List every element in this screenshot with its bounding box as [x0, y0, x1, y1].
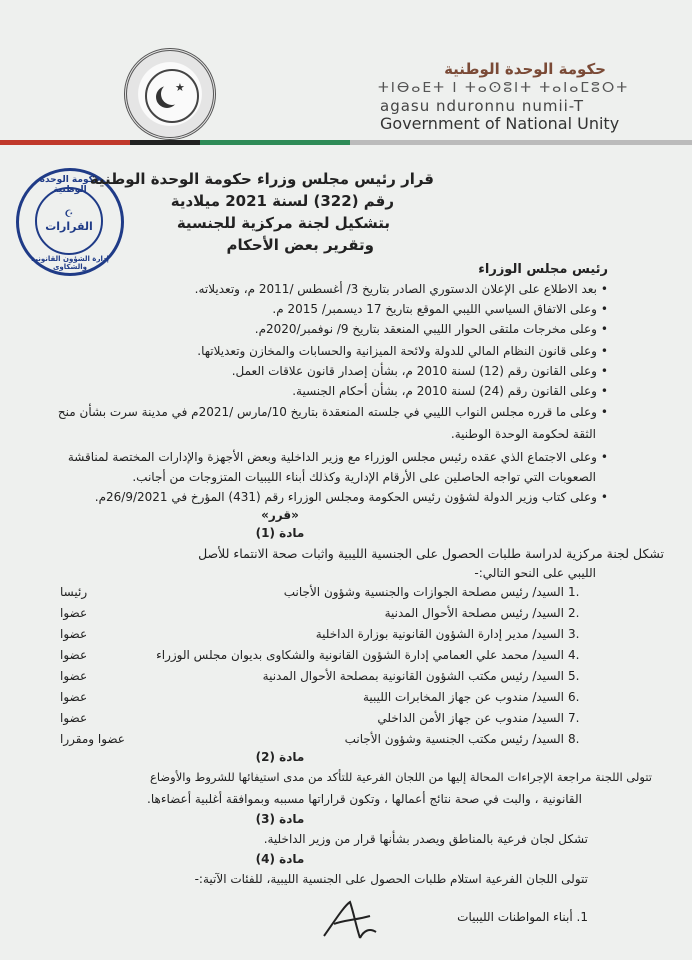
- government-name-tifinagh: ⵜⵏⴱⴰⴹⵜ ⵏ ⵜⴰⵙⵓⵏⵜ ⵜⴰⵏⴰⵎⵓⵔⵜ: [378, 80, 630, 96]
- member-title: السيد/ محمد علي العمامي إدارة الشؤون القانونية والشكاوى بديوان مجلس الوزراء: [156, 648, 564, 662]
- decided-label: «قرر»: [261, 508, 299, 522]
- member-role: عضوا: [60, 606, 88, 620]
- article-2-text-continued: القانونية ، والبت في صحة نتائج أعمالها ، وتكون قراراتها مسببه وبموافقة أغلبية أعضاءها.: [147, 792, 582, 806]
- member-role: عضوا: [60, 669, 88, 683]
- preamble-item: • وعلى مخرجات ملتقى الحوار الليبي المنعقد بتاريخ 9/ نوفمبر/2020م.: [255, 322, 608, 336]
- member-number: 2.: [568, 606, 580, 620]
- committee-member-row: [60, 606, 590, 624]
- member-title: السيد/ رئيس مكتب الجنسية وشؤون الأجانب: [344, 732, 564, 746]
- member-title: السيد/ مندوب عن جهاز المخابرات الليبية: [362, 690, 564, 704]
- member-title: السيد/ رئيس مكتب الشؤون القانونية بمصلحة الأحوال المدنية: [262, 669, 564, 683]
- flag-bar-grey: [350, 140, 692, 145]
- member-role: عضوا: [60, 627, 88, 641]
- government-name-berber-latin: agasu nduronnu numii-T: [380, 97, 584, 115]
- committee-member-row: [60, 585, 590, 603]
- stamp-star-icon: ☪: [64, 209, 74, 220]
- committee-member-row: [60, 711, 590, 729]
- committee-member-row: [60, 669, 590, 687]
- government-seal-logo: [124, 48, 216, 140]
- article-4-text: تتولى اللجان الفرعية استلام طلبات الحصول على الجنسية الليبية، للفئات الآتية:-: [194, 872, 588, 886]
- decision-title-line1: قرار رئيس مجلس وزراء حكومة الوحدة الوطنية: [89, 170, 434, 188]
- committee-member-row: [60, 627, 590, 645]
- article-2-heading: مادة (2): [255, 750, 305, 764]
- preamble-item: • وعلى قانون النظام المالي للدولة ولائحة الميزانية والحسابات والمخازن وتعديلاتها.: [197, 344, 608, 358]
- stamp-ring-bottom-text: إدارة الشؤون القانونية والشكاوى: [31, 255, 109, 271]
- preamble-item: • وعلى القانون رقم (12) لسنة 2010 م، بشأن إصدار قانون علاقات العمل.: [232, 364, 608, 378]
- stamp-ring-top-text: حكومة الوحدة الوطنية: [39, 175, 101, 195]
- member-role: رئيسا: [60, 585, 88, 599]
- member-title: السيد/ رئيس مصلحة الجوازات والجنسية وشؤون الأجانب: [283, 585, 564, 599]
- preamble-item: • وعلى القانون رقم (24) لسنة 2010 م، بشأن أحكام الجنسية.: [292, 384, 608, 398]
- signature-mark: [320, 898, 380, 942]
- decision-title-line3: بتشكيل لجنة مركزية للجنسية: [176, 214, 390, 232]
- flag-bar-red: [0, 140, 130, 145]
- preamble-item-continued: الصعوبات التي تواجه الحاصلين على الأرقام الإدارية وكذلك أبناء الليبيات المتزوجات من أجانب.: [132, 470, 596, 484]
- decision-title-line4: وتقرير بعض الأحكام: [226, 236, 374, 254]
- star-icon: ★: [175, 81, 185, 94]
- member-title: السيد/ مدير إدارة الشؤون القانونية بوزارة الداخلية: [315, 627, 564, 641]
- member-title: السيد/ مندوب عن جهاز الأمن الداخلي: [377, 711, 564, 725]
- committee-member-row: [60, 648, 590, 666]
- preamble-item: • وعلى كتاب وزير الدولة لشؤون رئيس الحكومة ومجلس الوزراء رقم (431) المؤرخ في 26/9/2021م.: [95, 490, 608, 504]
- article-3-text: تشكل لجان فرعية بالمناطق ويصدر بشأنها قرار من وزير الداخلية.: [263, 832, 588, 846]
- member-role: عضوا ومقررا: [60, 732, 125, 746]
- article-3-heading: مادة (3): [255, 812, 305, 826]
- article-4-item-1: 1. أبناء المواطنات الليبيات: [457, 910, 588, 924]
- preamble-item-continued: الثقة لحكومة الوحدة الوطنية.: [450, 427, 596, 441]
- article-4-heading: مادة (4): [255, 852, 305, 866]
- government-name-arabic: حكومة الوحدة الوطنية: [444, 60, 606, 78]
- article-1-text-continued: الليبي على النحو التالي:-: [474, 566, 596, 580]
- member-number: 5.: [568, 669, 580, 683]
- member-number: 3.: [568, 627, 580, 641]
- member-number: 6.: [568, 690, 580, 704]
- flag-bar-green: [200, 140, 350, 145]
- member-role: عضوا: [60, 711, 88, 725]
- preamble-item: • وعلى الاجتماع الذي عقده رئيس مجلس الوزراء مع وزير الداخلية وبعض الأجهزة والإدارات المختصة لمناقشة: [68, 450, 608, 464]
- flag-color-bar: [0, 140, 692, 145]
- preamble-item: • وعلى ما قرره مجلس النواب الليبي في جلسته المنعقدة بتاريخ 10/مارس /2021م في مدينة سرت بشأن منح: [58, 405, 608, 419]
- member-title: السيد/ رئيس مصلحة الأحوال المدنية: [384, 606, 564, 620]
- committee-member-row: [60, 690, 590, 708]
- government-name-english: Government of National Unity: [380, 114, 620, 133]
- member-number: 4.: [568, 648, 580, 662]
- seal-inner-ring: [145, 69, 199, 123]
- member-role: عضوا: [60, 648, 88, 662]
- article-1-text: تشكل لجنة مركزية لدراسة طلبات الحصول على الجنسية الليبية واثبات صحة الانتماء للأصل: [198, 546, 664, 561]
- committee-member-row: [60, 732, 590, 750]
- member-number: 8.: [568, 732, 580, 746]
- preamble-item: • وعلى الاتفاق السياسي الليبي الموقع بتاريخ 17 ديسمبر/ 2015 م.: [272, 302, 608, 316]
- stamp-center: [35, 187, 103, 255]
- article-2-text: تتولى اللجنة مراجعة الإجراءات المحالة إليها من اللجان الفرعية للتأكد من مدى استيفائها للشروط والأوضاع: [150, 770, 652, 784]
- flag-bar-black: [130, 140, 200, 145]
- article-1-heading: مادة (1): [255, 526, 305, 540]
- member-number: 1.: [568, 585, 580, 599]
- member-number: 7.: [568, 711, 580, 725]
- member-role: عضوا: [60, 690, 88, 704]
- decision-title-line2: رقم (322) لسنة 2021 ميلادية: [170, 192, 394, 210]
- preamble-heading: رئيس مجلس الوزراء: [478, 262, 608, 277]
- stamp-center-text: القرارات: [45, 220, 93, 233]
- preamble-item: • بعد الاطلاع على الإعلان الدستوري الصادر بتاريخ 3/ أغسطس /2011 م، وتعديلاته.: [195, 282, 608, 296]
